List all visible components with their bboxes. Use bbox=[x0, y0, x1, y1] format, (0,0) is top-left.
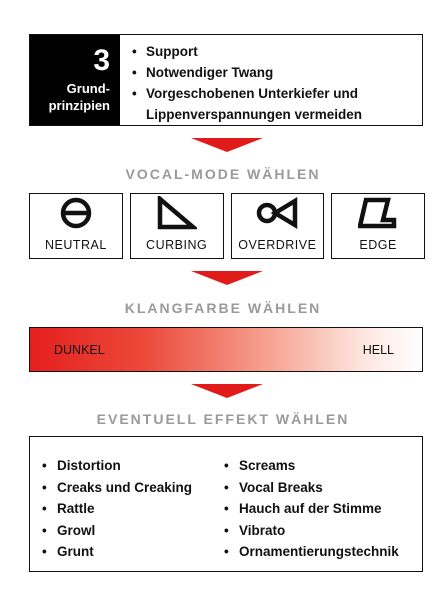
effect-item: • Vocal Breaks bbox=[222, 477, 399, 499]
heading-vocal-mode: VOCAL-MODE WÄHLEN bbox=[125, 166, 321, 182]
neutral-circle-icon bbox=[59, 196, 93, 230]
heading-klangfarbe: KLANGFARBE WÄHLEN bbox=[124, 300, 322, 316]
principle-item: • Support bbox=[132, 41, 362, 62]
curbing-triangle-icon bbox=[157, 196, 197, 230]
principle-item: • Vorgeschobenen Unterkiefer und Lippenverspannungen vermeiden bbox=[132, 83, 362, 123]
effect-item: • Grunt bbox=[40, 541, 222, 563]
effect-item: • Hauch auf der Stimme bbox=[222, 498, 399, 520]
mode-label: OVERDRIVE bbox=[238, 238, 317, 252]
overdrive-bowtie-icon bbox=[255, 196, 299, 230]
effect-item: • Distortion bbox=[40, 455, 222, 477]
mode-label: EDGE bbox=[359, 238, 397, 252]
timbre-dark-label: DUNKEL bbox=[54, 342, 105, 357]
effects-box bbox=[29, 436, 423, 572]
principles-list bbox=[120, 35, 362, 125]
down-arrow-icon bbox=[191, 271, 263, 285]
mode-edge bbox=[331, 193, 425, 259]
edge-shape-icon bbox=[358, 196, 398, 230]
principle-item: • Notwendiger Twang bbox=[132, 62, 362, 83]
effects-list-right bbox=[222, 455, 399, 571]
principles-number: 3 bbox=[93, 44, 110, 77]
down-arrow-icon bbox=[191, 384, 263, 398]
effect-item: • Vibrato bbox=[222, 520, 399, 542]
mode-neutral bbox=[29, 193, 123, 259]
heading-effect: EVENTUELL EFFEKT WÄHLEN bbox=[96, 411, 350, 427]
principles-box bbox=[29, 34, 423, 126]
mode-label: CURBING bbox=[146, 238, 208, 252]
effects-list-left bbox=[40, 455, 222, 571]
effect-item: • Ornamentierungstechnik bbox=[222, 541, 399, 563]
effect-item: • Rattle bbox=[40, 498, 222, 520]
vocal-modes bbox=[29, 193, 425, 259]
timbre-gradient-bar bbox=[29, 327, 423, 372]
timbre-light-label: HELL bbox=[362, 342, 394, 357]
effect-item: • Growl bbox=[40, 520, 222, 542]
down-arrow-icon bbox=[191, 138, 263, 152]
mode-label: NEUTRAL bbox=[44, 238, 107, 252]
mode-curbing bbox=[130, 193, 224, 259]
principles-label: Grund- prinzipien bbox=[48, 81, 110, 113]
effect-item: • Screams bbox=[222, 455, 399, 477]
effect-item: • Creaks und Creaking bbox=[40, 477, 222, 499]
principles-badge bbox=[30, 35, 120, 125]
mode-overdrive bbox=[231, 193, 325, 259]
